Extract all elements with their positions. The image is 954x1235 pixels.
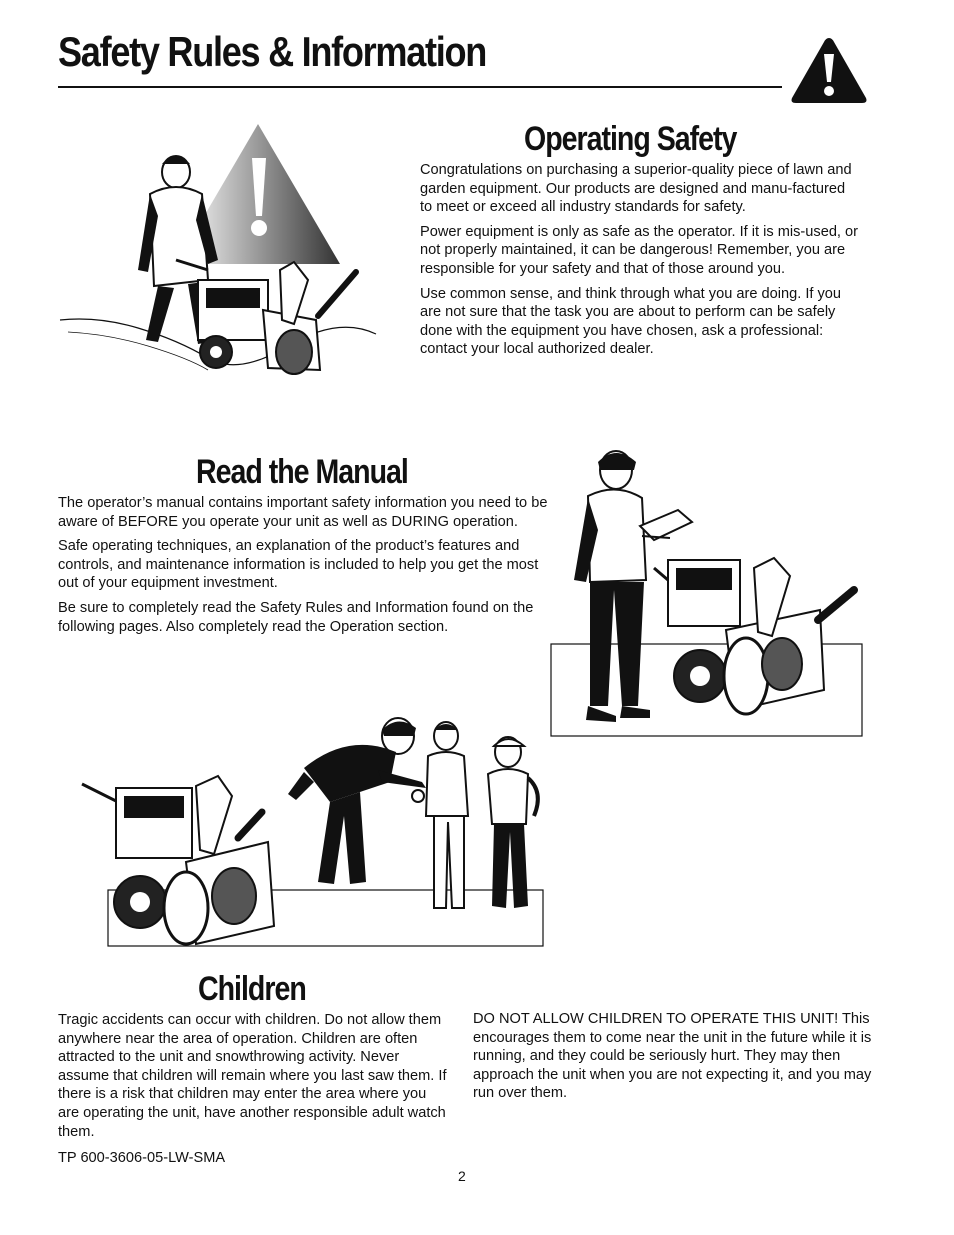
children-heading: Children bbox=[198, 970, 306, 1008]
operating-safety-paragraph-3: Use common sense, and think through what you are doing. If you are not sure that the task you are about to perform can be safely done with the equipment you have chosen, ask a professional: contact your local authorized dealer. bbox=[420, 285, 842, 358]
man-reading-manual-illustration bbox=[550, 440, 864, 740]
page-title: Safety Rules & Information bbox=[58, 28, 487, 75]
read-manual-paragraph-1: The operator’s manual contains important safety information you need to be aware of BEFORE you operate your unit as well as DURING operation. bbox=[58, 495, 548, 530]
page-number: 2 bbox=[458, 1168, 466, 1184]
read-manual-paragraph-2: Safe operating techniques, an explanation of the product’s features and controls, and maintenance information is included to help you get the most out of your equipment investment. bbox=[58, 538, 539, 592]
children-right-paragraph: DO NOT ALLOW CHILDREN TO OPERATE THIS UNIT! This encourages them to come near the unit in the future while it is running, and they could be seriously hurt. They may then approach the unit when you are not expecting it, and you may run over them. bbox=[473, 1011, 872, 1102]
read-the-manual-heading: Read the Manual bbox=[196, 453, 408, 491]
title-rule bbox=[58, 86, 782, 88]
operating-safety-body bbox=[420, 161, 860, 359]
operating-safety-paragraph-2: Power equipment is only as safe as the operator. If it is mis-used, or not properly maintained, it can be dangerous! Remember, you are responsible for your safety and that of those around you. bbox=[420, 223, 859, 277]
warning-triangle-icon bbox=[788, 34, 870, 106]
operating-safety-heading: Operating Safety bbox=[524, 120, 737, 158]
document-code: TP 600-3606-05-LW-SMA bbox=[58, 1150, 226, 1166]
read-manual-paragraph-3: Be sure to completely read the Safety Rules and Information found on the following pages. Also completely read the Operation section. bbox=[58, 599, 534, 635]
operating-safety-paragraph-1: Congratulations on purchasing a superior-quality piece of lawn and garden equipment. Our products are designed and manu-factured to meet or exceed all industry standards for safety. bbox=[420, 162, 852, 216]
read-the-manual-body bbox=[58, 494, 548, 636]
children-left-paragraph: Tragic accidents can occur with children. Do not allow them anywhere near the area of operation. Children are often attracted to the unit and snowthrowing activity. Never assume that children will remain where you last saw them. If there is a risk that children may enter the area where you are operating the unit, have another responsible adult watch them. bbox=[58, 1012, 447, 1140]
operator-snowthrower-illustration bbox=[58, 120, 388, 395]
adult-with-children-illustration bbox=[78, 712, 548, 952]
